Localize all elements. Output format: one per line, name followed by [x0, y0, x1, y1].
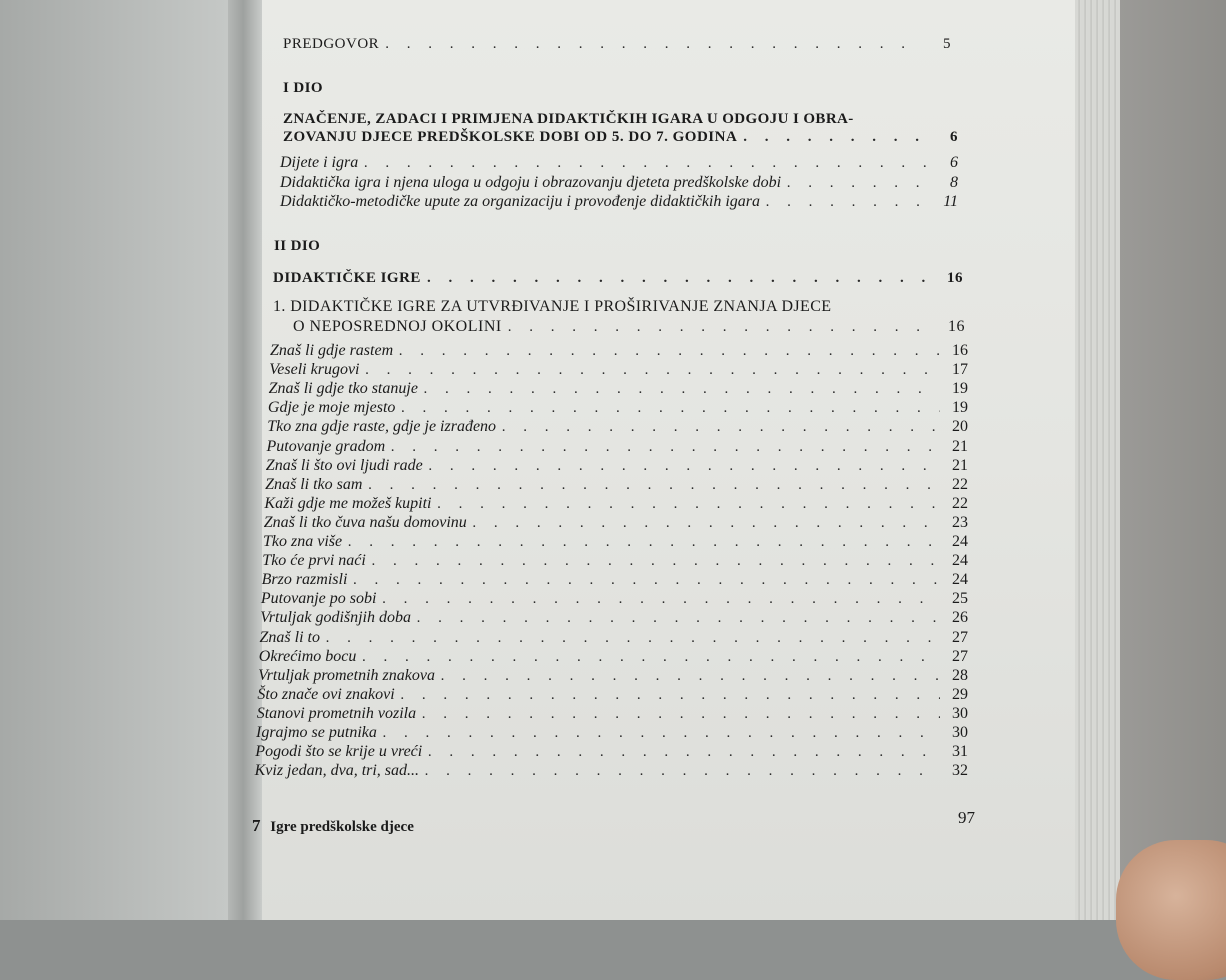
- toc-entry-label: Putovanje gradom: [266, 437, 386, 455]
- toc-entry-page: 16: [952, 342, 968, 359]
- toc-entry-page: 19: [951, 380, 968, 398]
- toc-entry-page: 17: [951, 361, 968, 379]
- dot-leader: [425, 763, 940, 780]
- dot-leader: [326, 630, 940, 647]
- dot-leader: [399, 343, 940, 360]
- toc-entry-label: Što znače ovi znakovi: [257, 685, 395, 703]
- toc-entry[interactable]: [280, 154, 958, 172]
- part-1-title-line2[interactable]: [283, 129, 958, 146]
- toc-entry-page: 25: [951, 590, 968, 608]
- dot-leader: [502, 419, 940, 436]
- toc-entry-page: 29: [951, 685, 968, 703]
- toc-entry-page: 31: [951, 743, 968, 761]
- toc-entry-page: 16: [947, 270, 963, 286]
- toc-entry-page: 8: [950, 174, 958, 191]
- dot-leader: [743, 129, 930, 146]
- toc-entry[interactable]: [262, 552, 968, 570]
- toc-entry-page: 32: [951, 762, 968, 780]
- book-title: Igre predškolske djece: [270, 819, 414, 835]
- toc-entry-label: Kviz jedan, dva, tri, sad...: [254, 762, 420, 780]
- dot-leader: [422, 706, 940, 723]
- part-2-heading: II DIO: [274, 238, 321, 254]
- toc-entry-page: 30: [952, 724, 968, 741]
- toc-entry[interactable]: [263, 533, 968, 551]
- toc-entry[interactable]: [265, 476, 968, 494]
- toc-entry-label: Znaš li što ovi ljudi rade: [265, 456, 423, 474]
- toc-entry-label: Tko zna više: [263, 533, 343, 550]
- toc-entry-label: O NEPOSREDNOJ OKOLINI: [293, 318, 502, 335]
- toc-entry-label: Tko će prvi naći: [262, 552, 366, 570]
- section-1-title-line2[interactable]: [293, 318, 965, 336]
- toc-entry-label: Stanovi prometnih vozila: [256, 704, 417, 722]
- footer-signature: [252, 816, 414, 836]
- toc-entry[interactable]: [260, 609, 968, 627]
- part-2-title[interactable]: [273, 270, 963, 287]
- toc-entry-page: 16: [948, 318, 965, 335]
- toc-entry[interactable]: [255, 762, 968, 780]
- part-1-title-line1: ZNAČENJE, ZADACI I PRIMJENA DIDAKTIČKIH IGARA U ODGOJU I OBRA-: [283, 111, 854, 127]
- toc-entry-label: Veseli krugovi: [269, 361, 360, 379]
- toc-entry[interactable]: [257, 705, 968, 723]
- dot-leader: [766, 194, 930, 211]
- dot-leader: [364, 155, 930, 172]
- toc-entry-label: Okrećimo bocu: [258, 647, 357, 665]
- dot-leader: [362, 649, 940, 666]
- toc-entry-label: Igrajmo se putnika: [256, 724, 377, 741]
- toc-entry[interactable]: [280, 193, 958, 211]
- toc-entry-label: DIDAKTIČKE IGRE: [273, 270, 421, 286]
- dot-leader: [391, 439, 940, 456]
- toc-entry-label: Pogodi što se krije u vreći: [255, 743, 423, 761]
- dot-leader: [441, 668, 940, 685]
- toc-entry[interactable]: [256, 724, 968, 742]
- toc-entry-label: Kaži gdje me možeš kupiti: [264, 494, 432, 512]
- toc-entry-label: Dijete i igra: [280, 154, 359, 171]
- toc-entry[interactable]: [259, 648, 968, 666]
- toc-entry-page: 30: [951, 704, 968, 722]
- toc-entry[interactable]: [266, 457, 968, 475]
- toc-entry[interactable]: [267, 438, 969, 456]
- toc-entry-label: Gdje je moje mjesto: [267, 399, 396, 417]
- toc-entry-label: Znaš li gdje rastem: [270, 342, 394, 359]
- toc-entry-page: 21: [951, 456, 968, 474]
- dot-leader: [508, 319, 937, 336]
- dot-leader: [428, 744, 940, 761]
- toc-entry[interactable]: [269, 361, 968, 379]
- dot-leader: [353, 572, 940, 589]
- dot-leader: [368, 477, 940, 494]
- dot-leader: [401, 400, 940, 417]
- section-1-title-line1: 1. DIDAKTIČKE IGRE ZA UTVRĐIVANJE I PROŠIRIVANJE ZNANJA DJECE: [273, 298, 832, 315]
- toc-entry-label: ZOVANJU DJECE PREDŠKOLSKE DOBI OD 5. DO 7. GODINA: [283, 129, 738, 145]
- toc-entry-predgovor[interactable]: [283, 36, 951, 53]
- toc-entry-label: Putovanje po sobi: [260, 590, 377, 608]
- dot-leader: [417, 610, 940, 627]
- toc-entry-label: Znaš li tko sam: [265, 475, 363, 493]
- toc-entry-label: PREDGOVOR: [283, 36, 380, 52]
- toc-entry[interactable]: [260, 629, 969, 647]
- toc-entry-page: 27: [951, 647, 968, 665]
- toc-entry[interactable]: [280, 174, 958, 192]
- toc-entry[interactable]: [255, 743, 968, 761]
- toc-entry-page: 6: [950, 154, 958, 171]
- dot-leader: [383, 725, 940, 742]
- toc-entry-page: 22: [951, 475, 968, 493]
- part-1-heading: I DIO: [283, 80, 323, 96]
- dot-leader: [372, 553, 940, 570]
- toc-entry[interactable]: [264, 495, 968, 513]
- toc-entry[interactable]: [257, 686, 968, 704]
- toc-entry-label: Znaš li gdje tko stanuje: [268, 380, 418, 398]
- dot-leader: [427, 270, 935, 287]
- toc-entry-page: 22: [951, 494, 968, 512]
- dot-leader: [382, 591, 940, 608]
- toc-entry-page: 24: [951, 552, 968, 570]
- dot-leader: [348, 534, 940, 551]
- toc-entry-label: Znaš li tko čuva našu domovinu: [263, 513, 467, 531]
- toc-entry[interactable]: [262, 571, 968, 589]
- toc-entry-label: Brzo razmisli: [261, 571, 348, 589]
- toc-entry-page: 27: [952, 628, 968, 646]
- signature-number: 7: [252, 816, 261, 835]
- page-number: 97: [958, 808, 975, 827]
- toc-entry-page: 19: [951, 399, 968, 417]
- dot-leader: [401, 687, 940, 704]
- toc-entry-label: Didaktičko-metodičke upute za organizaciju i provođenje didaktičkih igara: [280, 193, 761, 210]
- toc-entry-page: 20: [951, 418, 968, 436]
- toc-entry-label: Znaš li to: [259, 628, 320, 646]
- toc-entry-page: 23: [951, 513, 968, 531]
- toc-entry[interactable]: [267, 418, 968, 436]
- toc-entry[interactable]: [268, 399, 968, 417]
- toc-entry-label: Vrtuljak godišnjih doba: [260, 609, 411, 627]
- toc-entry-page: 28: [951, 666, 968, 684]
- dot-leader: [473, 515, 940, 532]
- dot-leader: [429, 458, 940, 475]
- dot-leader: [437, 496, 940, 513]
- toc-entry[interactable]: [269, 380, 968, 398]
- toc-entry-page: 11: [943, 193, 958, 210]
- toc-entry-label: Tko zna gdje raste, gdje je izrađeno: [267, 418, 497, 436]
- toc-entry-page: 24: [952, 533, 968, 550]
- toc-entry-page: 24: [951, 571, 968, 589]
- toc-entry[interactable]: [264, 514, 968, 532]
- toc-entry-page: 6: [950, 129, 958, 145]
- toc-entry[interactable]: [261, 590, 968, 608]
- dot-leader: [385, 36, 923, 53]
- toc-entry-label: Didaktička igra i njena uloga u odgoju i obrazovanju djeteta predškolske dobi: [280, 174, 782, 191]
- toc-entry[interactable]: [270, 342, 968, 360]
- dot-leader: [787, 175, 930, 192]
- dot-leader: [366, 362, 940, 379]
- toc-entry-page: 5: [943, 36, 951, 52]
- toc-entry-page: 21: [952, 437, 968, 455]
- toc-entry-label: Vrtuljak prometnih znakova: [258, 666, 435, 684]
- toc-entry[interactable]: [258, 667, 968, 685]
- dot-leader: [424, 381, 940, 398]
- toc-entry-page: 26: [951, 609, 968, 627]
